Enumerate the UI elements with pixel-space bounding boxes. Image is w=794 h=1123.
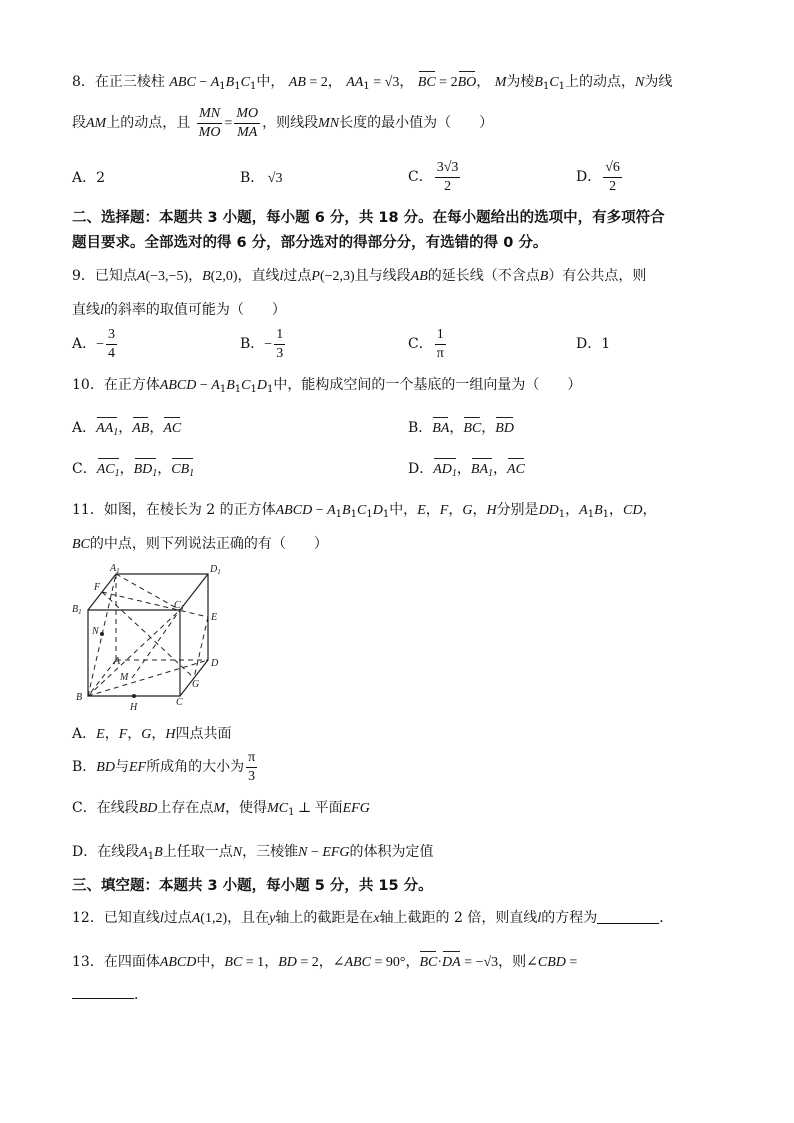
label-g: G xyxy=(192,679,200,690)
q13-answer-line: ． xyxy=(72,984,148,1005)
q10-option-a[interactable]: A．$AA_1$，AB，AC xyxy=(72,420,182,438)
q11-option-a[interactable]: A．E，F，G，H四点共面 xyxy=(72,726,232,742)
line-a1c1 xyxy=(116,574,180,610)
q11-option-c[interactable]: C．在线段BD上存在点M，使得$MC_1$ ⊥ 平面EFG xyxy=(72,800,370,818)
label-a: A xyxy=(114,656,121,667)
section2-heading-line1: 二、选择题：本题共 3 小题，每小题 6 分，共 18 分。在每小题给出的选项中，有多项符合 xyxy=(72,210,665,226)
q13-stem: 13．在四面体ABCD中，BC = 1，BD = 2，∠ABC = 90°，BC·DA = −√3，则∠CBD = xyxy=(72,952,577,973)
q12-stem: 12．已知直线l过点A(1,2)，且在y轴上的截距是在x轴上截距的 2 倍，则直线l的方程为 ． xyxy=(72,910,674,926)
q12-answer-blank[interactable] xyxy=(597,909,659,924)
cube-edge-c1d1 xyxy=(180,574,208,610)
label-b1: $B_1$ xyxy=(72,604,82,616)
q11-option-d[interactable]: D．在线段$A_1B$上任取一点N，三棱锥N − EFG的体积为定值 xyxy=(72,844,434,862)
label-d: D xyxy=(211,658,219,669)
q10-option-b[interactable]: B．BA，BC，BD xyxy=(408,418,514,439)
q13-answer-blank[interactable] xyxy=(72,984,134,999)
label-b: B xyxy=(76,692,83,703)
q8-stem-line1: 8．在正三棱柱 ABC − $A_1B_1C_1$中， AB = 2， $AA_1 = √3$， BC = 2BO， M为棱$B_1C_1$上的动点，N为线 xyxy=(72,74,673,92)
line-fe xyxy=(102,592,208,617)
line-bd xyxy=(88,660,208,696)
cube-figure xyxy=(70,560,230,710)
label-n: N xyxy=(92,626,99,637)
q11-stem-line2: BC的中点，则下列说法正确的有（ ） xyxy=(72,536,328,552)
q9-stem-line2: 直线l的斜率的取值可能为（ ） xyxy=(72,302,286,318)
q9-option-d[interactable]: D．1 xyxy=(576,336,611,352)
q9-option-b[interactable]: B．− $\frac{1}{3}$ xyxy=(240,326,284,361)
line-mc1 xyxy=(132,610,180,678)
q11-stem-line1: 11．如图，在棱长为 2 的正方体ABCD − $A_1B_1C_1D_1$中，E，F，G，H分别是$DD_1$，$A_1B_1$，CD， xyxy=(72,502,657,520)
q9-option-c[interactable]: C． $\frac{1}{\pi}$ xyxy=(408,326,444,361)
q8-option-b[interactable]: B． √3 xyxy=(240,170,283,186)
label-e: E xyxy=(211,612,218,623)
q10-option-d[interactable]: D．$AD_1$，$BA_1$，AC xyxy=(408,461,525,479)
q8-option-a[interactable]: A．2 xyxy=(72,170,106,186)
label-d1: $D_1$ xyxy=(210,564,221,576)
label-c: C xyxy=(176,697,183,708)
label-f: F xyxy=(94,582,101,593)
label-m: M xyxy=(120,672,129,683)
q11-option-b[interactable]: B．BD与EF所成角的大小为 $\frac{\pi}{3}$ xyxy=(72,749,256,784)
point-h xyxy=(132,694,136,698)
point-n xyxy=(100,632,104,636)
label-a1: $A_1$ xyxy=(110,563,120,575)
label-h: H xyxy=(130,702,138,710)
q10-option-c[interactable]: C．$AC_1$，$BD_1$，$CB_1$ xyxy=(72,461,195,479)
section2-heading-line2: 题目要求。全部选对的得 6 分，部分选对的得部分分，有选错的得 0 分。 xyxy=(72,235,548,251)
line-bc1 xyxy=(88,610,180,696)
q8-option-d[interactable]: D． $\frac{√6}{2}$ xyxy=(576,159,620,194)
section3-heading: 三、填空题：本题共 3 小题，每小题 5 分，共 15 分。 xyxy=(72,878,433,894)
q9-option-a[interactable]: A．− $\frac{3}{4}$ xyxy=(72,326,116,361)
q9-stem-line1: 9．已知点A(−3,−5)，B(2,0)，直线l过点P(−2,3)且与线段AB的延长线（不含点B）有公共点，则 xyxy=(72,268,647,284)
label-c1: $C_1$ xyxy=(174,600,185,612)
q8-option-c[interactable]: C． $\frac{3√3}{2}$ xyxy=(408,159,459,194)
q10-stem: 10．在正方体ABCD − $A_1B_1C_1D_1$中，能构成空间的一个基底的一组向量为（ ） xyxy=(72,377,582,395)
q8-stem-line2: 段AM上的动点，且 $\frac{MN}{MO}$ = $\frac{MO}{MA}$ ，则线段MN长度的最小值为（ ） xyxy=(72,105,494,140)
